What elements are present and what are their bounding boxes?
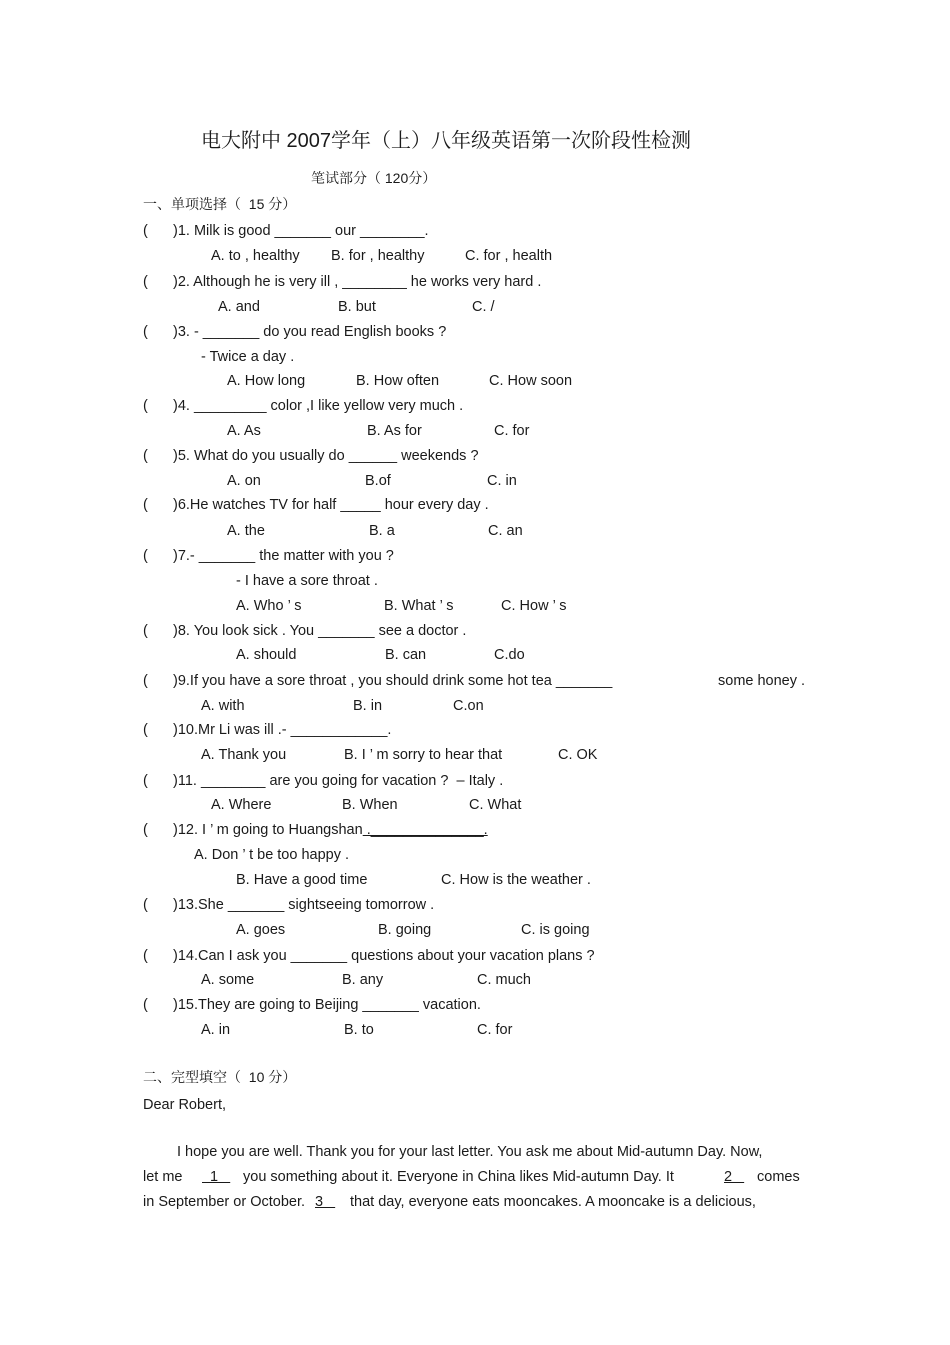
answer-paren: ( [143, 997, 148, 1013]
q9-option-a: A. with [201, 698, 245, 714]
q6-option-c: C. an [488, 523, 523, 539]
q10-option-b: B. I ’ m sorry to hear that [344, 747, 503, 763]
cloze-blank-2: 2 [724, 1169, 745, 1185]
q15-option-a: A. in [201, 1022, 231, 1038]
question-12-stem [173, 823, 488, 838]
answer-paren: ( [143, 223, 148, 239]
q13-option-a: A. goes [236, 922, 286, 938]
q12-option-c: C. How is the weather . [441, 872, 591, 888]
q3-option-c: C. How soon [489, 373, 573, 389]
q14-option-b: B. any [342, 972, 384, 988]
letter-line-3b: that day, everyone eats mooncakes. A mooncake is a delicious, [350, 1194, 756, 1210]
q1-option-c: C. for , health [465, 248, 553, 264]
cloze-blank-1: 1 [202, 1169, 231, 1185]
q9-option-b: B. in [353, 698, 383, 714]
section-2-heading: 二、完型填空（ 10 分） [143, 1069, 297, 1085]
answer-paren: ( [143, 623, 148, 639]
q12-option-a: A. Don ’ t be too happy . [194, 847, 350, 863]
q6-option-a: A. the [227, 523, 265, 539]
question-4-stem: )4. _________ color ,I like yellow very much . [173, 398, 464, 414]
answer-paren: ( [143, 398, 148, 414]
question-7-stem: )7.- _______ the matter with you ? [173, 548, 394, 564]
cloze-blank-3: 3 [315, 1194, 336, 1210]
letter-line-2a: let me [143, 1169, 183, 1185]
question-3-stem: )3. - _______ do you read English books ? [173, 324, 447, 340]
q8-option-b: B. can [385, 647, 427, 663]
answer-paren: ( [143, 722, 148, 738]
q14-option-c: C. much [477, 972, 531, 988]
answer-paren: ( [143, 948, 148, 964]
question-5-stem: )5. What do you usually do ______ weekends ? [173, 448, 479, 464]
q12-option-b: B. Have a good time [236, 872, 368, 888]
q9-option-c: C.on [453, 698, 484, 714]
question-13-stem: )13.She _______ sightseeing tomorrow . [173, 897, 435, 913]
q7-option-a: A. Who ’ s [236, 598, 302, 614]
q1-option-b: B. for , healthy [331, 248, 425, 264]
q3-reply: - Twice a day . [201, 349, 295, 365]
question-14-stem: )14.Can I ask you _______ questions about your vacation plans ? [173, 948, 595, 964]
question-12-stem-head: )12. I ’ m going to Huangshan [173, 822, 363, 838]
q8-option-c: C.do [494, 647, 525, 663]
answer-paren: ( [143, 897, 148, 913]
q11-option-a: A. Where [211, 797, 272, 813]
section-1-heading: 一、单项选择（ 15 分） [143, 196, 297, 212]
question-6-stem: )6.He watches TV for half _____ hour every day . [173, 497, 489, 513]
question-8-stem: )8. You look sick . You _______ see a doctor . [173, 623, 467, 639]
q1-option-a: A. to , healthy [211, 248, 300, 264]
page-subtitle: 笔试部分（ 120分） [311, 170, 437, 186]
q2-option-a: A. and [218, 299, 260, 315]
answer-paren: ( [143, 448, 148, 464]
letter-line-3a: in September or October. [143, 1194, 305, 1210]
answer-paren: ( [143, 497, 148, 513]
q10-option-a: A. Thank you [201, 747, 287, 763]
q13-option-b: B. going [378, 922, 432, 938]
q7-option-b: B. What ’ s [384, 598, 454, 614]
q11-option-b: B. When [342, 797, 398, 813]
q3-option-b: B. How often [356, 373, 440, 389]
q4-option-a: A. As [227, 423, 261, 439]
q5-option-a: A. on [227, 473, 261, 489]
page-title: 电大附中 2007学年（上）八年级英语第一次阶段性检测 [201, 130, 692, 152]
q15-option-b: B. to [344, 1022, 374, 1038]
answer-paren: ( [143, 822, 148, 838]
answer-paren: ( [143, 324, 148, 340]
q2-option-b: B. but [338, 299, 376, 315]
answer-paren: ( [143, 773, 148, 789]
question-12-blank: .______________. [362, 822, 488, 838]
q10-option-c: C. OK [558, 747, 598, 763]
q5-option-c: C. in [487, 473, 517, 489]
question-9-stem: )9.If you have a sore throat , you should drink some hot tea _______ [173, 673, 613, 689]
q3-option-a: A. How long [227, 373, 306, 389]
letter-line-2b: you something about it. Everyone in China likes Mid-autumn Day. It [243, 1169, 674, 1185]
question-11-stem: )11. ________ are you going for vacation ? – Italy . [173, 773, 504, 789]
q7-reply: - I have a sore throat . [236, 573, 378, 589]
q5-option-b: B.of [365, 473, 391, 489]
letter-line-2c: comes [757, 1169, 800, 1185]
question-1-stem: )1. Milk is good _______ our ________. [173, 223, 429, 239]
q15-option-c: C. for [477, 1022, 513, 1038]
q8-option-a: A. should [236, 647, 297, 663]
q4-option-c: C. for [494, 423, 530, 439]
q14-option-a: A. some [201, 972, 255, 988]
answer-paren: ( [143, 274, 148, 290]
question-10-stem: )10.Mr Li was ill .- ____________. [173, 722, 392, 738]
answer-paren: ( [143, 548, 148, 564]
letter-greeting: Dear Robert, [143, 1097, 227, 1113]
question-2-stem: )2. Although he is very ill , ________ he works very hard . [173, 274, 542, 290]
q11-option-c: C. What [469, 797, 522, 813]
question-15-stem: )15.They are going to Beijing _______ vacation. [173, 997, 481, 1013]
letter-line-1: I hope you are well. Thank you for your last letter. You ask me about Mid-autumn Day. Now, [177, 1144, 763, 1160]
q6-option-b: B. a [369, 523, 395, 539]
answer-paren: ( [143, 673, 148, 689]
question-9-stem-tail: some honey . [718, 673, 806, 689]
q4-option-b: B. As for [367, 423, 422, 439]
q7-option-c: C. How ’ s [501, 598, 567, 614]
q2-option-c: C. / [472, 299, 495, 315]
q13-option-c: C. is going [521, 922, 590, 938]
